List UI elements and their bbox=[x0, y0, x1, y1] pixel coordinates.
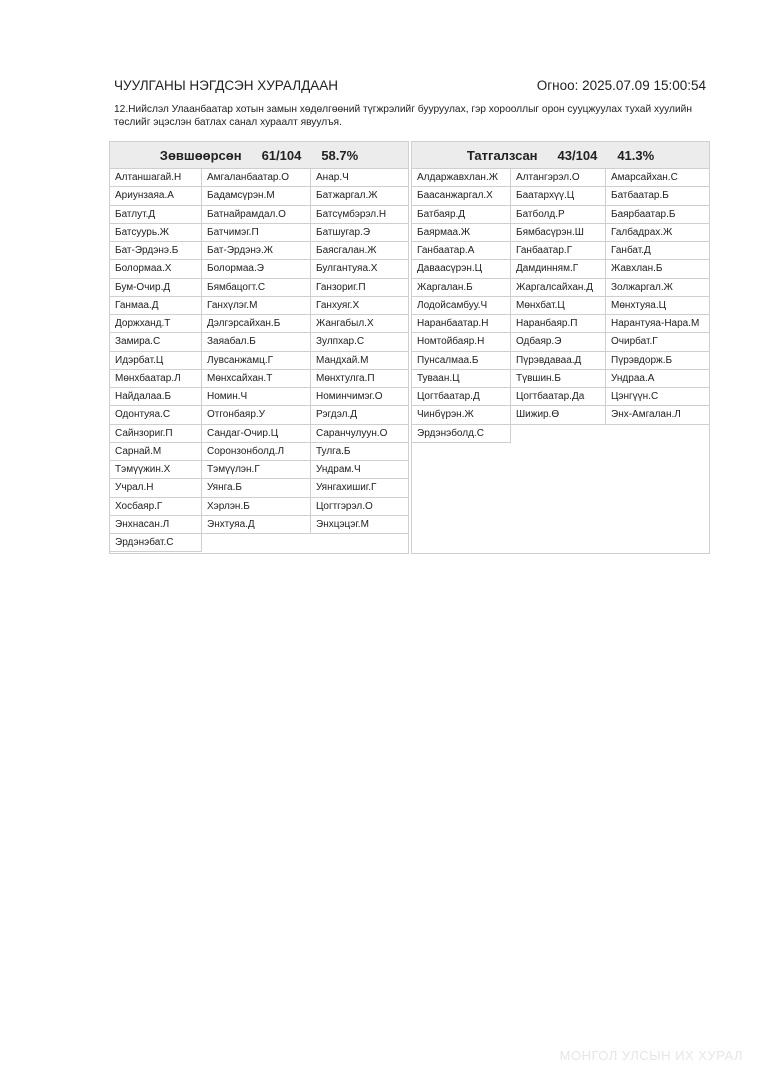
yes-name-cell: Энхнасан.Л bbox=[110, 516, 202, 534]
no-name-cell: Энх-Амгалан.Л bbox=[606, 406, 710, 424]
no-name-cell: Пунсалмаа.Б bbox=[412, 352, 511, 370]
header bbox=[114, 78, 706, 93]
yes-name-cell: Батчимэг.П bbox=[202, 224, 311, 242]
no-panel bbox=[411, 141, 710, 554]
no-percent: 41.3% bbox=[617, 147, 655, 163]
yes-name-cell: Ганзориг.П bbox=[311, 279, 409, 297]
no-name-cell: Баярмаа.Ж bbox=[412, 224, 511, 242]
no-name-cell: Жавхлан.Б bbox=[606, 260, 710, 278]
no-name-cell: Жаргалсайхан.Д bbox=[511, 279, 606, 297]
yes-name-cell: Уянгахишиг.Г bbox=[311, 479, 409, 497]
no-name-cell: Баярбаатар.Б bbox=[606, 206, 710, 224]
no-name-cell: Жаргалан.Б bbox=[412, 279, 511, 297]
yes-name-cell: Уянга.Б bbox=[202, 479, 311, 497]
yes-name-cell: Эрдэнэбат.С bbox=[110, 534, 202, 552]
yes-name-cell: Бум-Очир.Д bbox=[110, 279, 202, 297]
yes-name-cell: Бат-Эрдэнэ.Б bbox=[110, 242, 202, 260]
yes-name-cell: Тэмүүлэн.Г bbox=[202, 461, 311, 479]
agenda-item-text: 12.Нийслэл Улаанбаатар хотын замын хөдөлгөөний түгжрэлийг бууруулах, гэр хорооллыг орон сууцжуулах тухай хуулийн төслийг эцэслэн батлах санал хураалт явуулъя. bbox=[114, 104, 692, 128]
yes-name-cell: Энхцэцэг.М bbox=[311, 516, 409, 534]
yes-name-cell: Номинчимэг.О bbox=[311, 388, 409, 406]
no-name-cell: Наранбаяр.П bbox=[511, 315, 606, 333]
yes-percent: 58.7% bbox=[321, 147, 359, 163]
yes-name-cell: Заяабал.Б bbox=[202, 333, 311, 351]
yes-name-cell: Сарнай.М bbox=[110, 443, 202, 461]
no-name-cell: Цэнгүүн.С bbox=[606, 388, 710, 406]
yes-name-cell: Батсуурь.Ж bbox=[110, 224, 202, 242]
no-name-cell: Мөнхтуяа.Ц bbox=[606, 297, 710, 315]
no-name-cell: Пүрэвдорж.Б bbox=[606, 352, 710, 370]
no-name-cell: Эрдэнэболд.С bbox=[412, 425, 511, 443]
yes-name-cell: Болормаа.Э bbox=[202, 260, 311, 278]
no-name-cell: Одбаяр.Э bbox=[511, 333, 606, 351]
no-name-cell: Алтангэрэл.О bbox=[511, 169, 606, 187]
yes-name-cell: Амгаланбаатар.О bbox=[202, 169, 311, 187]
no-count: 43/104 bbox=[557, 147, 598, 163]
no-name-cell: Бямбасүрэн.Ш bbox=[511, 224, 606, 242]
no-name-cell: Баасанжаргал.Х bbox=[412, 187, 511, 205]
yes-name-cell: Булгантуяа.Х bbox=[311, 260, 409, 278]
yes-name-cell: Найдалаа.Б bbox=[110, 388, 202, 406]
yes-name-cell: Батжаргал.Ж bbox=[311, 187, 409, 205]
no-name-cell: Золжаргал.Ж bbox=[606, 279, 710, 297]
no-name-cell: Баатархүү.Ц bbox=[511, 187, 606, 205]
no-name-cell: Туваан.Ц bbox=[412, 370, 511, 388]
yes-name-cell: Болормаа.Х bbox=[110, 260, 202, 278]
yes-names-grid bbox=[110, 169, 408, 552]
no-names-grid bbox=[412, 169, 709, 443]
yes-name-cell: Саранчулуун.О bbox=[311, 425, 409, 443]
yes-name-cell: Сайнзориг.П bbox=[110, 425, 202, 443]
yes-name-cell: Баясгалан.Ж bbox=[311, 242, 409, 260]
yes-name-cell: Бадамсүрэн.М bbox=[202, 187, 311, 205]
timestamp: Огноо: 2025.07.09 15:00:54 bbox=[536, 78, 706, 93]
no-name-cell: Лодойсамбуу.Ч bbox=[412, 297, 511, 315]
yes-name-cell: Анар.Ч bbox=[311, 169, 409, 187]
yes-name-cell: Номин.Ч bbox=[202, 388, 311, 406]
page-title: ЧУУЛГАНЫ НЭГДСЭН ХУРАЛДААН bbox=[114, 78, 338, 93]
no-name-cell: Батбаатар.Б bbox=[606, 187, 710, 205]
yes-name-cell: Хосбаяр.Г bbox=[110, 498, 202, 516]
yes-name-cell: Батнайрамдал.О bbox=[202, 206, 311, 224]
yes-label: Зөвшөөрсөн bbox=[159, 147, 242, 163]
yes-name-cell: Идэрбат.Ц bbox=[110, 352, 202, 370]
yes-name-cell: Цогтгэрэл.О bbox=[311, 498, 409, 516]
yes-name-cell: Замира.С bbox=[110, 333, 202, 351]
yes-count: 61/104 bbox=[261, 147, 302, 163]
yes-panel bbox=[109, 141, 409, 554]
watermark: МОНГОЛ УЛСЫН ИХ ХУРАЛ bbox=[559, 1048, 743, 1063]
yes-name-cell: Учрал.Н bbox=[110, 479, 202, 497]
yes-name-cell: Рэгдэл.Д bbox=[311, 406, 409, 424]
no-name-cell: Нарантуяа-Нара.М bbox=[606, 315, 710, 333]
no-name-cell: Чинбүрэн.Ж bbox=[412, 406, 511, 424]
yes-name-cell: Тэмүүжин.Х bbox=[110, 461, 202, 479]
yes-name-cell: Алтаншагай.Н bbox=[110, 169, 202, 187]
yes-name-cell: Тулга.Б bbox=[311, 443, 409, 461]
yes-name-cell: Бат-Эрдэнэ.Ж bbox=[202, 242, 311, 260]
yes-panel-header bbox=[110, 142, 408, 169]
yes-name-cell: Дэлгэрсайхан.Б bbox=[202, 315, 311, 333]
no-name-cell: Пүрэвдаваа.Д bbox=[511, 352, 606, 370]
yes-name-cell: Мөнхбаатар.Л bbox=[110, 370, 202, 388]
no-label: Татгалзсан bbox=[466, 147, 538, 163]
yes-name-cell: Лувсанжамц.Г bbox=[202, 352, 311, 370]
yes-name-cell: Ганхуяг.Х bbox=[311, 297, 409, 315]
yes-name-cell: Батшугар.Э bbox=[311, 224, 409, 242]
no-name-cell: Наранбаатар.Н bbox=[412, 315, 511, 333]
yes-name-cell: Мөнхтулга.П bbox=[311, 370, 409, 388]
yes-name-cell: Хэрлэн.Б bbox=[202, 498, 311, 516]
no-name-cell: Түвшин.Б bbox=[511, 370, 606, 388]
yes-name-cell: Ундрам.Ч bbox=[311, 461, 409, 479]
yes-name-cell: Батсүмбэрэл.Н bbox=[311, 206, 409, 224]
yes-name-cell: Жангабыл.Х bbox=[311, 315, 409, 333]
vote-results bbox=[109, 141, 709, 554]
no-name-cell: Очирбат.Г bbox=[606, 333, 710, 351]
yes-name-cell: Энхтуяа.Д bbox=[202, 516, 311, 534]
yes-name-cell: Соронзонболд.Л bbox=[202, 443, 311, 461]
no-name-cell: Алдаржавхлан.Ж bbox=[412, 169, 511, 187]
no-name-cell: Амарсайхан.С bbox=[606, 169, 710, 187]
no-panel-header bbox=[412, 142, 709, 169]
yes-name-cell: Ганмаа.Д bbox=[110, 297, 202, 315]
yes-name-cell: Зулпхар.С bbox=[311, 333, 409, 351]
yes-name-cell: Мандхай.М bbox=[311, 352, 409, 370]
no-name-cell: Галбадрах.Ж bbox=[606, 224, 710, 242]
no-name-cell: Цогтбаатар.Д bbox=[412, 388, 511, 406]
no-name-cell: Батболд.Р bbox=[511, 206, 606, 224]
yes-name-cell: Мөнхсайхан.Т bbox=[202, 370, 311, 388]
no-name-cell: Цогтбаатар.Да bbox=[511, 388, 606, 406]
no-name-cell: Шижир.Ө bbox=[511, 406, 606, 424]
yes-name-cell: Сандаг-Очир.Ц bbox=[202, 425, 311, 443]
no-name-cell: Ганбаатар.А bbox=[412, 242, 511, 260]
no-name-cell: Дамдинням.Г bbox=[511, 260, 606, 278]
no-name-cell: Ганбаатар.Г bbox=[511, 242, 606, 260]
no-name-cell: Мөнхбат.Ц bbox=[511, 297, 606, 315]
yes-name-cell: Доржханд.Т bbox=[110, 315, 202, 333]
yes-name-cell: Ганхүлэг.М bbox=[202, 297, 311, 315]
yes-name-cell: Ариунзаяа.А bbox=[110, 187, 202, 205]
yes-name-cell: Отгонбаяр.У bbox=[202, 406, 311, 424]
no-name-cell: Ундраа.А bbox=[606, 370, 710, 388]
no-name-cell: Даваасүрэн.Ц bbox=[412, 260, 511, 278]
no-name-cell: Батбаяр.Д bbox=[412, 206, 511, 224]
yes-name-cell: Одонтуяа.С bbox=[110, 406, 202, 424]
yes-name-cell: Батлут.Д bbox=[110, 206, 202, 224]
yes-name-cell: Бямбацогт.С bbox=[202, 279, 311, 297]
no-name-cell: Номтойбаяр.Н bbox=[412, 333, 511, 351]
no-name-cell: Ганбат.Д bbox=[606, 242, 710, 260]
